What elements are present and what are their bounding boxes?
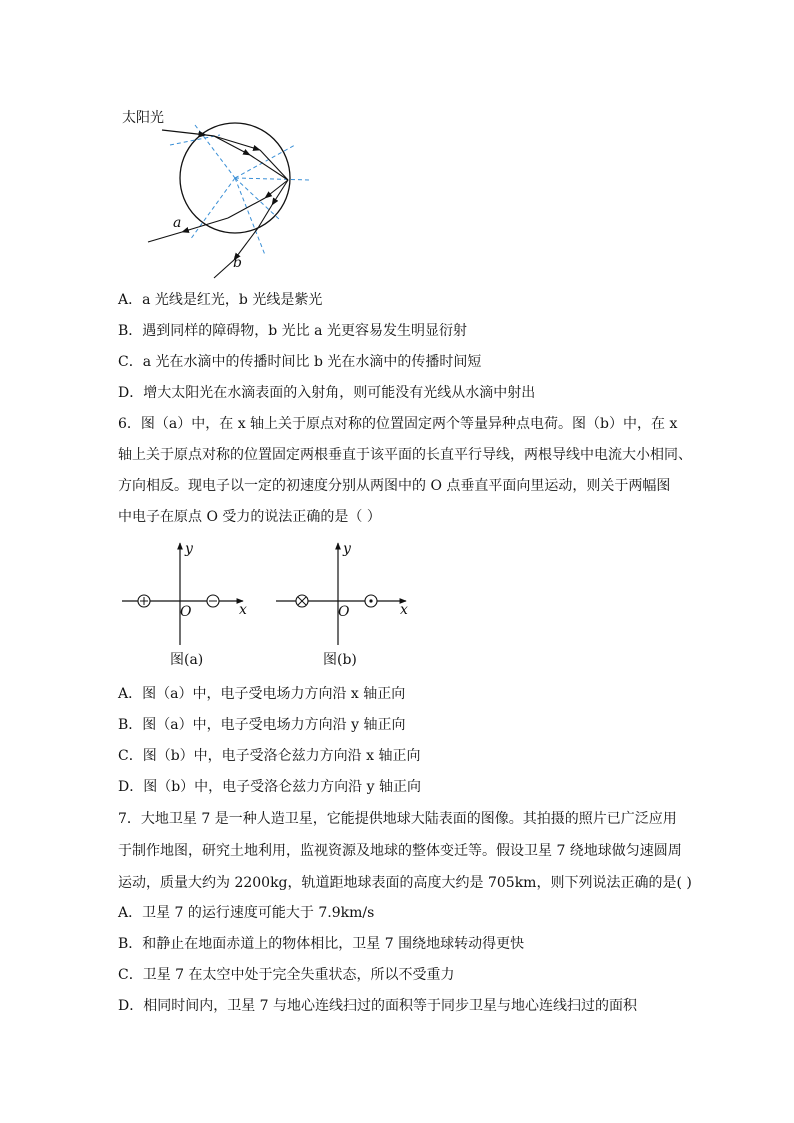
q5-option-d: D．增大太阳光在水滴表面的入射角，则可能没有光线从水滴中射出 — [118, 385, 536, 401]
q6-stem-line-3: 方向相反。现电子以一定的初速度分别从两图中的 O 点垂直平面向里运动，则关于两幅图 — [118, 478, 671, 494]
q7-option-c: C．卫星 7 在太空中处于完全失重状态，所以不受重力 — [118, 967, 455, 983]
q6-option-a: A．图（a）中，电子受电场力方向沿 x 轴正向 — [118, 686, 406, 702]
positive-charge-icon — [138, 595, 150, 607]
q6-option-b: B．图（a）中，电子受电场力方向沿 y 轴正向 — [118, 717, 406, 733]
figure-a-charges — [118, 535, 258, 670]
origin-label: O — [338, 604, 350, 620]
ray-a-label: a — [173, 215, 182, 231]
axis-x-label: x — [400, 602, 408, 618]
axis-x-label: x — [239, 602, 247, 618]
raindrop-refraction-figure — [110, 100, 330, 285]
q6-stem-line-4: 中电子在原点 O 受力的说法正确的是（ ） — [118, 509, 381, 525]
ray-b-label: b — [233, 255, 242, 271]
q7-stem-line-3: 运动，质量大约为 2200kg，轨道距地球表面的高度大约是 705km，则下列说法正确的是( ) — [118, 875, 692, 891]
origin-label: O — [180, 604, 192, 620]
q5-option-a: A．a 光线是红光，b 光线是紫光 — [118, 292, 323, 308]
q7-stem-line-1: 7．大地卫星 7 是一种人造卫星，它能提供地球大陆表面的图像。其拍摄的照片已广泛应用 — [118, 811, 677, 827]
q7-option-b: B．和静止在地面赤道上的物体相比，卫星 7 围绕地球转动得更快 — [118, 936, 525, 952]
axis-y-label: y — [185, 541, 193, 557]
figure-b-caption: 图(b) — [323, 652, 357, 668]
q6-stem-line-1: 6．图（a）中，在 x 轴上关于原点对称的位置固定两个等量异种点电荷。图（b）中，在 x — [118, 416, 678, 432]
q6-option-c: C．图（b）中，电子受洛仑兹力方向沿 x 轴正向 — [118, 748, 421, 764]
q7-option-d: D．相同时间内，卫星 7 与地心连线扫过的面积等于同步卫星与地心连线扫过的面积 — [118, 998, 638, 1014]
q6-option-d: D．图（b）中，电子受洛仑兹力方向沿 y 轴正向 — [118, 779, 421, 795]
q5-option-c: C．a 光在水滴中的传播时间比 b 光在水滴中的传播时间短 — [118, 354, 482, 370]
figure-b-wires — [272, 535, 417, 670]
q5-option-b: B．遇到同样的障碍物，b 光比 a 光更容易发生明显衍射 — [118, 323, 467, 339]
current-out-of-page-icon — [365, 595, 377, 607]
q6-stem-line-2: 轴上关于原点对称的位置固定两根垂直于该平面的长直平行导线，两根导线中电流大小相同、 — [118, 447, 692, 463]
figure-a-caption: 图(a) — [170, 652, 204, 668]
current-into-page-icon — [296, 595, 308, 607]
axis-y-label: y — [343, 541, 351, 557]
sunlight-label: 太阳光 — [122, 110, 164, 126]
q7-stem-line-2: 于制作地图，研究土地利用，监视资源及地球的整体变迁等。假设卫星 7 绕地球做匀速圆周 — [118, 843, 682, 859]
negative-charge-icon — [207, 595, 219, 607]
q7-option-a: A．卫星 7 的运行速度可能大于 7.9km/s — [118, 905, 375, 921]
